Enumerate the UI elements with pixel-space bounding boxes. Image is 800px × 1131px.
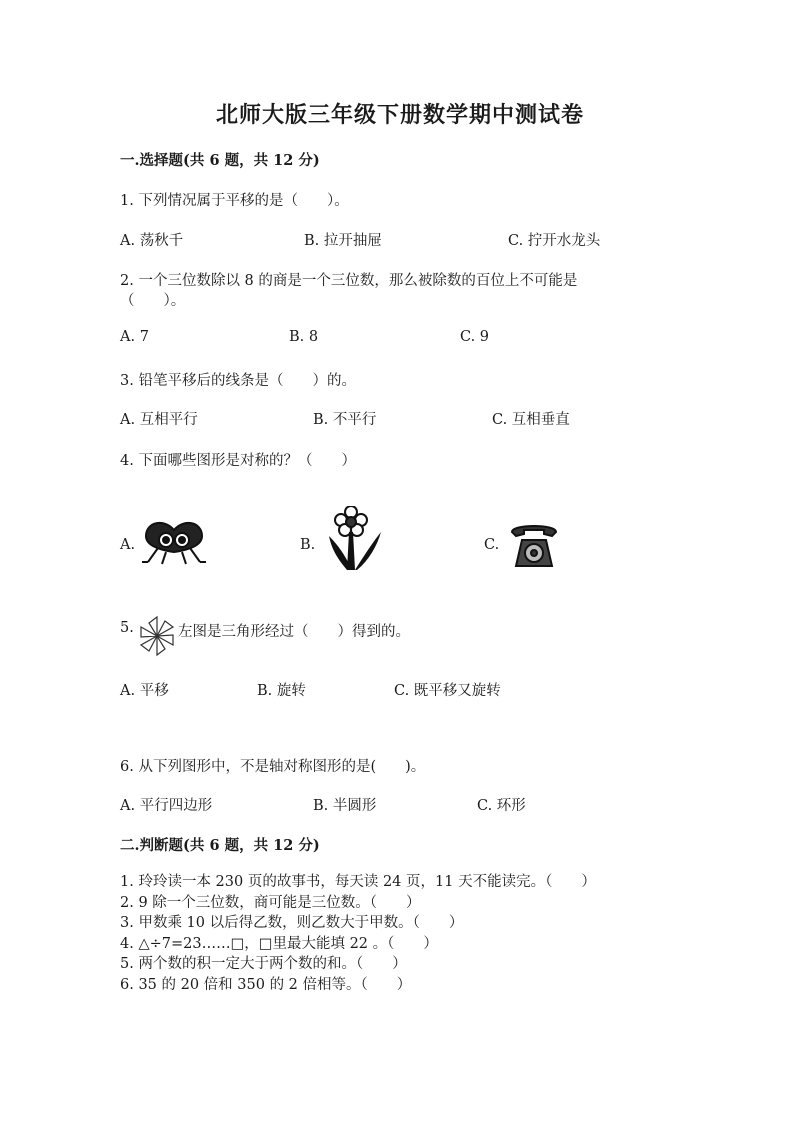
bug-icon bbox=[138, 516, 210, 566]
section-heading-choice: 一.选择题(共 6 题，共 12 分) bbox=[120, 152, 320, 169]
q1-option-c: C. 拧开水龙头 bbox=[508, 233, 601, 249]
question-5-number: 5. bbox=[120, 620, 134, 636]
judge-item-1: 1. 玲玲读一本 230 页的故事书，每天读 24 页，11 天不能读完。（ ） bbox=[120, 874, 596, 890]
question-1: 1. 下列情况属于平移的是（ ）。 bbox=[120, 193, 349, 209]
q2-option-a: A. 7 bbox=[120, 329, 149, 345]
q1-option-b: B. 拉开抽屉 bbox=[304, 233, 382, 249]
q5-option-a: A. 平移 bbox=[120, 683, 169, 699]
judge-item-2: 2. 9 除一个三位数，商可能是三位数。（ ） bbox=[120, 894, 421, 911]
q3-option-c: C. 互相垂直 bbox=[492, 412, 570, 428]
question-4: 4. 下面哪些图形是对称的？（ ） bbox=[120, 453, 356, 469]
q4-option-b: B. bbox=[300, 537, 316, 553]
q4-option-c: C. bbox=[484, 537, 500, 553]
pinwheel-icon bbox=[139, 615, 175, 657]
q3-option-a: A. 互相平行 bbox=[120, 412, 198, 428]
judge-item-3: 3. 甲数乘 10 以后得乙数，则乙数大于甲数。（ ） bbox=[120, 915, 464, 931]
q4-option-a: A. bbox=[120, 537, 136, 553]
page-title: 北师大版三年级下册数学期中测试卷 bbox=[215, 102, 584, 128]
question-5: 左图是三角形经过（ ）得到的。 bbox=[178, 624, 410, 640]
telephone-icon bbox=[508, 522, 560, 570]
judge-list bbox=[120, 872, 596, 995]
section-heading-judge: 二.判断题(共 6 题，共 12 分) bbox=[120, 837, 320, 854]
judge-item-6: 6. 35 的 20 倍和 350 的 2 倍相等。（ ） bbox=[120, 976, 412, 993]
q5-option-b: B. 旋转 bbox=[257, 683, 306, 699]
q6-option-a: A. 平行四边形 bbox=[120, 798, 213, 814]
question-2: 2. 一个三位数除以 8 的商是一个三位数，那么被除数的百位上不可能是 bbox=[120, 273, 578, 289]
question-3: 3. 铅笔平移后的线条是（ ）的。 bbox=[120, 373, 356, 389]
q2-option-c: C. 9 bbox=[460, 329, 490, 345]
q6-option-c: C. 环形 bbox=[477, 798, 526, 814]
q3-option-b: B. 不平行 bbox=[313, 412, 377, 428]
judge-item-4: 4. △÷7=23……□，□里最大能填 22 。（ ） bbox=[120, 935, 438, 952]
q5-option-c: C. 既平移又旋转 bbox=[394, 683, 501, 699]
flower-icon bbox=[325, 506, 385, 572]
q6-option-b: B. 半圆形 bbox=[313, 798, 377, 814]
q1-option-a: A. 荡秋千 bbox=[120, 233, 184, 249]
question-6: 6. 从下列图形中，不是轴对称图形的是( )。 bbox=[120, 759, 426, 775]
q2-option-b: B. 8 bbox=[289, 329, 319, 345]
judge-item-5: 5. 两个数的积一定大于两个数的和。（ ） bbox=[120, 956, 407, 972]
question-2-line2: （ ）。 bbox=[120, 293, 186, 309]
